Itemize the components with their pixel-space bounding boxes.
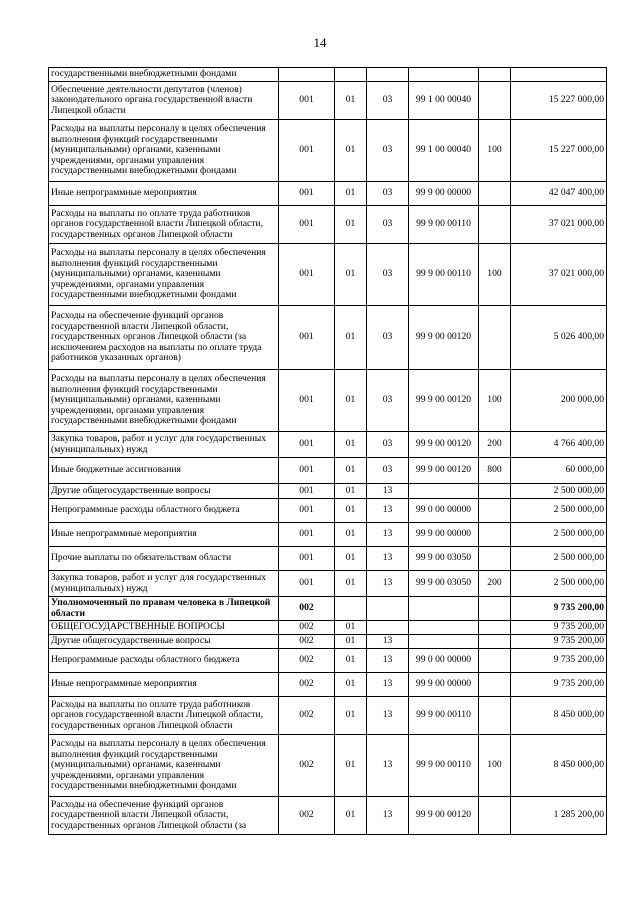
cell-cs: 99 9 00 00110 xyxy=(409,206,479,244)
cell-sum: 9 735 200,00 xyxy=(511,597,607,621)
cell-rz: 01 xyxy=(335,120,367,182)
cell-name: Расходы на выплаты персоналу в целях обеспечения выполнения функций государственными (муниципальными) органами, казенными учреждениями, органами управления государственными внебюджетными фондами xyxy=(49,244,279,306)
table-row xyxy=(49,797,607,835)
cell-name: Другие общегосударственные вопросы xyxy=(49,635,279,649)
cell-cs: 99 9 00 00120 xyxy=(409,370,479,432)
cell-ved: 001 xyxy=(279,547,335,571)
cell-ved: 002 xyxy=(279,797,335,835)
cell-rz: 01 xyxy=(335,621,367,635)
cell-rz: 01 xyxy=(335,547,367,571)
cell-sum: 4 766 400,00 xyxy=(511,432,607,458)
cell-name: Расходы на выплаты персоналу в целях обеспечения выполнения функций государственными (муниципальными) органами, казенными учреждениями, органами управления государственными внебюджетными фондами xyxy=(49,735,279,797)
cell-vr xyxy=(479,621,511,635)
cell-name: Иные непрограммные мероприятия xyxy=(49,523,279,547)
cell-rz: 01 xyxy=(335,499,367,523)
cell-cs: 99 9 00 00120 xyxy=(409,458,479,484)
cell-ved: 001 xyxy=(279,182,335,206)
cell-vr xyxy=(479,499,511,523)
cell-rz: 01 xyxy=(335,458,367,484)
cell-sum: 8 450 000,00 xyxy=(511,735,607,797)
cell-sum: 15 227 000,00 xyxy=(511,120,607,182)
cell-sum: 42 047 400,00 xyxy=(511,182,607,206)
budget-table-body xyxy=(49,68,607,835)
cell-cs: 99 9 00 00110 xyxy=(409,697,479,735)
cell-pr xyxy=(367,68,409,82)
cell-rz: 01 xyxy=(335,432,367,458)
table-row xyxy=(49,547,607,571)
cell-ved: 001 xyxy=(279,206,335,244)
cell-name: Иные непрограммные мероприятия xyxy=(49,182,279,206)
cell-pr: 13 xyxy=(367,797,409,835)
cell-sum: 8 450 000,00 xyxy=(511,697,607,735)
cell-rz: 01 xyxy=(335,306,367,370)
cell-vr: 100 xyxy=(479,370,511,432)
cell-name: Расходы на обеспечение функций органов государственной власти Липецкой области, государственных органов Липецкой области (за исключением расходов на выплаты по оплате труда работников указанных органов) xyxy=(49,306,279,370)
cell-rz: 01 xyxy=(335,206,367,244)
cell-sum: 9 735 200,00 xyxy=(511,635,607,649)
table-row xyxy=(49,523,607,547)
cell-rz: 01 xyxy=(335,649,367,673)
table-row xyxy=(49,68,607,82)
table-row xyxy=(49,458,607,484)
table-row xyxy=(49,82,607,120)
cell-sum xyxy=(511,68,607,82)
cell-cs xyxy=(409,621,479,635)
cell-ved: 001 xyxy=(279,82,335,120)
cell-ved: 002 xyxy=(279,649,335,673)
cell-name: Другие общегосударственные вопросы xyxy=(49,484,279,499)
table-row xyxy=(49,370,607,432)
cell-ved: 002 xyxy=(279,735,335,797)
cell-pr: 03 xyxy=(367,182,409,206)
cell-cs: 99 9 00 00000 xyxy=(409,673,479,697)
cell-pr: 03 xyxy=(367,306,409,370)
cell-vr xyxy=(479,306,511,370)
cell-cs: 99 9 00 00000 xyxy=(409,523,479,547)
cell-ved: 001 xyxy=(279,484,335,499)
cell-pr: 13 xyxy=(367,547,409,571)
cell-ved xyxy=(279,68,335,82)
cell-sum: 9 735 200,00 xyxy=(511,649,607,673)
cell-vr: 100 xyxy=(479,120,511,182)
cell-sum: 1 285 200,00 xyxy=(511,797,607,835)
cell-vr: 100 xyxy=(479,244,511,306)
cell-vr xyxy=(479,523,511,547)
cell-cs: 99 0 00 00000 xyxy=(409,649,479,673)
cell-ved: 001 xyxy=(279,120,335,182)
cell-name: Закупка товаров, работ и услуг для государственных (муниципальных) нужд xyxy=(49,571,279,597)
cell-name: Иные непрограммные мероприятия xyxy=(49,673,279,697)
cell-ved: 001 xyxy=(279,432,335,458)
cell-pr: 03 xyxy=(367,120,409,182)
cell-name: Непрограммные расходы областного бюджета xyxy=(49,499,279,523)
cell-name: Непрограммные расходы областного бюджета xyxy=(49,649,279,673)
cell-rz: 01 xyxy=(335,182,367,206)
cell-sum: 2 500 000,00 xyxy=(511,484,607,499)
cell-rz: 01 xyxy=(335,244,367,306)
cell-name: Прочие выплаты по обязательствам области xyxy=(49,547,279,571)
cell-pr: 13 xyxy=(367,571,409,597)
cell-cs: 99 9 00 03050 xyxy=(409,547,479,571)
cell-ved: 001 xyxy=(279,306,335,370)
cell-sum: 60 000,00 xyxy=(511,458,607,484)
cell-rz xyxy=(335,68,367,82)
cell-cs xyxy=(409,635,479,649)
table-row xyxy=(49,206,607,244)
table-row xyxy=(49,697,607,735)
cell-name: Уполномоченный по правам человека в Липецкой области xyxy=(49,597,279,621)
cell-pr: 13 xyxy=(367,735,409,797)
table-row xyxy=(49,120,607,182)
cell-cs: 99 1 00 00040 xyxy=(409,120,479,182)
table-row xyxy=(49,635,607,649)
cell-rz: 01 xyxy=(335,735,367,797)
cell-ved: 002 xyxy=(279,635,335,649)
cell-vr xyxy=(479,547,511,571)
cell-pr: 13 xyxy=(367,635,409,649)
cell-ved: 001 xyxy=(279,458,335,484)
cell-pr: 13 xyxy=(367,499,409,523)
cell-pr: 13 xyxy=(367,649,409,673)
cell-name: Расходы на выплаты по оплате труда работников органов государственной власти Липецкой области, государственных органов Липецкой области xyxy=(49,697,279,735)
cell-sum: 9 735 200,00 xyxy=(511,673,607,697)
cell-vr xyxy=(479,635,511,649)
cell-pr xyxy=(367,597,409,621)
cell-cs: 99 9 00 03050 xyxy=(409,571,479,597)
cell-rz: 01 xyxy=(335,673,367,697)
cell-name: Расходы на выплаты персоналу в целях обеспечения выполнения функций государственными (муниципальными) органами, казенными учреждениями, органами управления государственными внебюджетными фондами xyxy=(49,370,279,432)
cell-sum: 200 000,00 xyxy=(511,370,607,432)
cell-pr: 13 xyxy=(367,484,409,499)
cell-vr xyxy=(479,673,511,697)
cell-sum: 2 500 000,00 xyxy=(511,499,607,523)
cell-cs: 99 0 00 00000 xyxy=(409,499,479,523)
cell-rz: 01 xyxy=(335,797,367,835)
cell-ved: 001 xyxy=(279,370,335,432)
cell-vr: 200 xyxy=(479,571,511,597)
cell-name: ОБЩЕГОСУДАРСТВЕННЫЕ ВОПРОСЫ xyxy=(49,621,279,635)
cell-pr: 03 xyxy=(367,206,409,244)
table-row xyxy=(49,621,607,635)
table-row xyxy=(49,673,607,697)
cell-pr: 03 xyxy=(367,458,409,484)
table-row xyxy=(49,735,607,797)
cell-cs xyxy=(409,597,479,621)
cell-cs: 99 9 00 00120 xyxy=(409,797,479,835)
cell-cs: 99 9 00 00120 xyxy=(409,432,479,458)
cell-cs: 99 9 00 00000 xyxy=(409,182,479,206)
cell-pr: 03 xyxy=(367,244,409,306)
table-row xyxy=(49,244,607,306)
cell-vr xyxy=(479,484,511,499)
table-row xyxy=(49,484,607,499)
table-row xyxy=(49,597,607,621)
cell-vr xyxy=(479,649,511,673)
cell-vr: 800 xyxy=(479,458,511,484)
page-number: 14 xyxy=(313,35,327,50)
cell-name: Расходы на выплаты по оплате труда работников органов государственной власти Липецкой области, государственных органов Липецкой области xyxy=(49,206,279,244)
cell-name: государственными внебюджетными фондами xyxy=(49,68,279,82)
cell-pr: 13 xyxy=(367,697,409,735)
cell-cs: 99 9 00 00110 xyxy=(409,735,479,797)
cell-ved: 001 xyxy=(279,523,335,547)
cell-rz: 01 xyxy=(335,523,367,547)
cell-pr: 03 xyxy=(367,370,409,432)
cell-rz: 01 xyxy=(335,484,367,499)
cell-pr: 03 xyxy=(367,432,409,458)
cell-cs xyxy=(409,484,479,499)
cell-rz: 01 xyxy=(335,370,367,432)
cell-name: Расходы на обеспечение функций органов государственной власти Липецкой области, государственных органов Липецкой области (за xyxy=(49,797,279,835)
cell-name: Иные бюджетные ассигнования xyxy=(49,458,279,484)
cell-vr xyxy=(479,797,511,835)
cell-ved: 002 xyxy=(279,621,335,635)
cell-vr xyxy=(479,206,511,244)
cell-vr: 200 xyxy=(479,432,511,458)
cell-name: Закупка товаров, работ и услуг для государственных (муниципальных) нужд xyxy=(49,432,279,458)
cell-sum: 9 735 200,00 xyxy=(511,621,607,635)
cell-ved: 001 xyxy=(279,499,335,523)
table-row xyxy=(49,649,607,673)
cell-rz: 01 xyxy=(335,82,367,120)
cell-rz: 01 xyxy=(335,571,367,597)
budget-table xyxy=(48,67,607,835)
cell-pr: 13 xyxy=(367,523,409,547)
cell-ved: 001 xyxy=(279,244,335,306)
cell-sum: 15 227 000,00 xyxy=(511,82,607,120)
cell-vr xyxy=(479,68,511,82)
cell-vr xyxy=(479,82,511,120)
cell-name: Расходы на выплаты персоналу в целях обеспечения выполнения функций государственными (муниципальными) органами, казенными учреждениями, органами управления государственными внебюджетными фондами xyxy=(49,120,279,182)
cell-rz: 01 xyxy=(335,697,367,735)
table-row xyxy=(49,306,607,370)
cell-sum: 37 021 000,00 xyxy=(511,206,607,244)
cell-pr: 03 xyxy=(367,82,409,120)
cell-name: Обеспечение деятельности депутатов (членов) законодательного органа государственной власти Липецкой области xyxy=(49,82,279,120)
cell-pr xyxy=(367,621,409,635)
cell-ved: 002 xyxy=(279,597,335,621)
cell-pr: 13 xyxy=(367,673,409,697)
cell-rz: 01 xyxy=(335,635,367,649)
cell-vr xyxy=(479,182,511,206)
cell-ved: 002 xyxy=(279,697,335,735)
table-row xyxy=(49,499,607,523)
cell-cs: 99 1 00 00040 xyxy=(409,82,479,120)
cell-cs xyxy=(409,68,479,82)
cell-ved: 001 xyxy=(279,571,335,597)
table-row xyxy=(49,182,607,206)
cell-cs: 99 9 00 00120 xyxy=(409,306,479,370)
cell-cs: 99 9 00 00110 xyxy=(409,244,479,306)
cell-ved: 002 xyxy=(279,673,335,697)
cell-sum: 2 500 000,00 xyxy=(511,571,607,597)
table-row xyxy=(49,571,607,597)
table-row xyxy=(49,432,607,458)
cell-vr xyxy=(479,697,511,735)
cell-rz xyxy=(335,597,367,621)
cell-sum: 2 500 000,00 xyxy=(511,547,607,571)
cell-vr: 100 xyxy=(479,735,511,797)
cell-vr xyxy=(479,597,511,621)
cell-sum: 37 021 000,00 xyxy=(511,244,607,306)
cell-sum: 5 026 400,00 xyxy=(511,306,607,370)
cell-sum: 2 500 000,00 xyxy=(511,523,607,547)
